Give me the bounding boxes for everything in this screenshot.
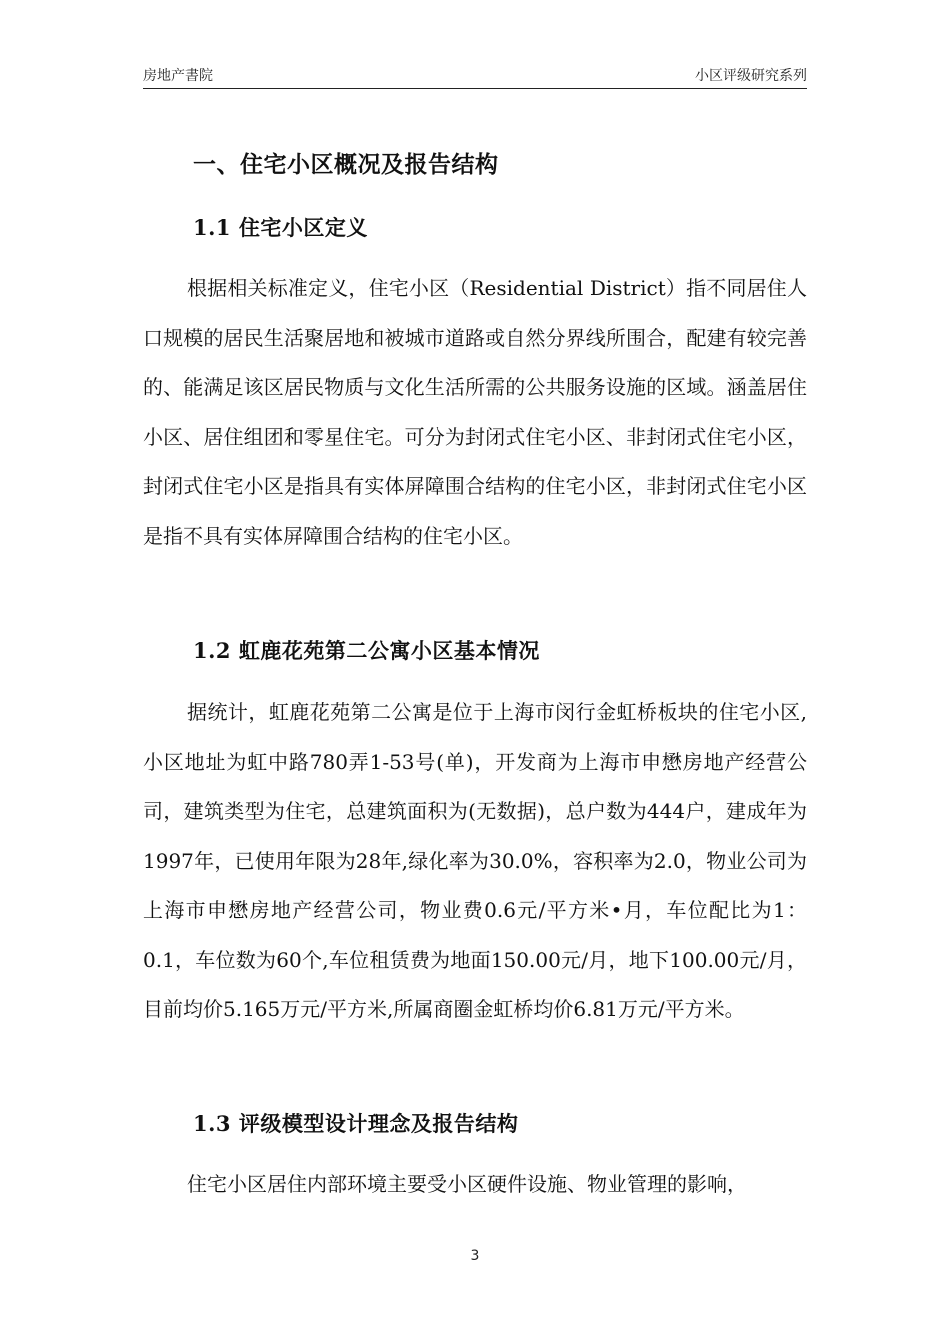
heading-residential-definition: 1.1 住宅小区定义 [193,215,368,240]
heading-community-overview: 1.2 虹鹿花苑第二公寓小区基本情况 [193,638,540,663]
paragraph-community-overview: 据统计，虹鹿花苑第二公寓是位于上海市闵行金虹桥板块的住宅小区,小区地址为虹中路780弄1-53号(单)，开发商为上海市申懋房地产经营公司，建筑类型为住宅，总建筑面积为(无数据)，总户数为444户，建成年为1997年，已使用年限为28年,绿化率为30.0%，容积率为2.0，物业公司为上海市申懋房地产经营公司，物业费0.6元/平方米•月，车位配比为1：0.1，车位数为60个,车位租赁费为地面150.00元/月，地下100.00元/月，目前均价5.165万元/平方米,所属商圈金虹桥均价6.81万元/平方米。 [143,700,807,1021]
paragraph-rating-model: 住宅小区居住内部环境主要受小区硬件设施、物业管理的影响， [187,1172,747,1196]
section-title: 一、住宅小区概况及报告结构 [193,151,499,178]
page-header [143,62,807,89]
page-number: 3 [470,1248,480,1264]
paragraph-residential-definition: 根据相关标准定义，住宅小区（Residential District）指不同居住人口规模的居民生活聚居地和被城市道路或自然分界线所围合，配建有较完善的、能满足该区居民物质与文化生活所需的公共服务设施的区域。涵盖居住小区、居住组团和零星住宅。可分为封闭式住宅小区、非封闭式住宅小区，封闭式住宅小区是指具有实体屏障围合结构的住宅小区，非封闭式住宅小区是指不具有实体屏障围合结构的住宅小区。 [143,276,807,548]
header-publisher: 房地产書院 [143,68,213,84]
heading-rating-model: 1.3 评级模型设计理念及报告结构 [193,1111,519,1136]
header-series-title: 小区评级研究系列 [695,68,807,84]
